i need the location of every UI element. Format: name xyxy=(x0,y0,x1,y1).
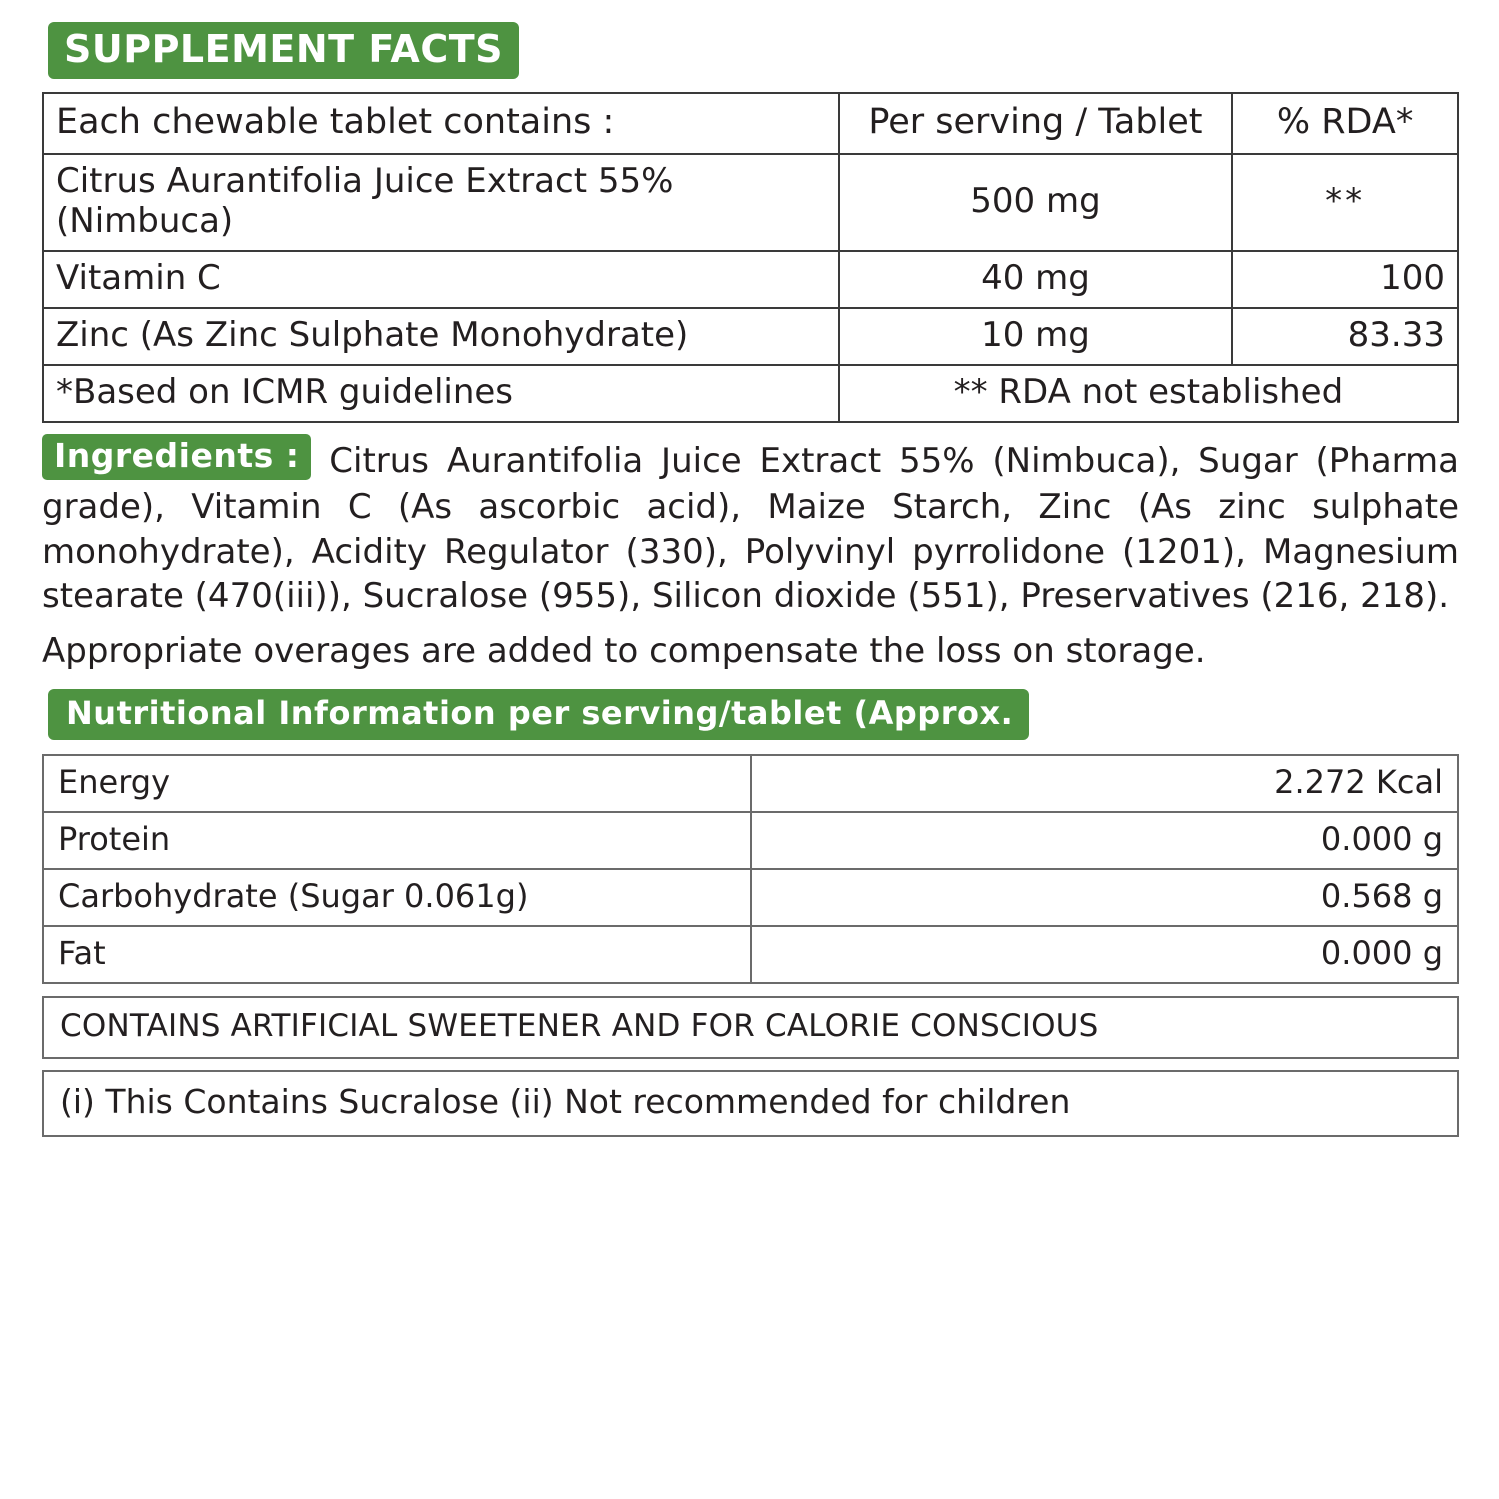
table-row xyxy=(43,812,1458,869)
nutri-value-fat: 0.000 g xyxy=(751,926,1459,983)
nutritional-heading-row xyxy=(42,689,1459,740)
table-row xyxy=(43,926,1458,983)
table-header-row xyxy=(43,93,1458,154)
nutri-value-carbohydrate: 0.568 g xyxy=(751,869,1459,926)
table-row xyxy=(43,755,1458,812)
table-row xyxy=(43,869,1458,926)
nutri-value-energy: 2.272 Kcal xyxy=(751,755,1459,812)
row-rda-citrus: ** xyxy=(1232,154,1458,251)
ingredients-label: Ingredients : xyxy=(42,434,311,480)
row-name-citrus-line1: Citrus Aurantifolia Juice Extract 55% xyxy=(56,161,674,201)
table-row xyxy=(43,251,1458,308)
ingredients-section xyxy=(42,436,1459,619)
header-cell-rda: % RDA* xyxy=(1232,93,1458,154)
nutritional-information-table xyxy=(42,754,1459,984)
nutri-label-fat: Fat xyxy=(43,926,751,983)
nutritional-information-heading: Nutritional Information per serving/tablet (Approx. xyxy=(48,689,1029,740)
row-serving-zinc: 10 mg xyxy=(839,308,1232,365)
header-cell-serving: Per serving / Tablet xyxy=(839,93,1232,154)
supplement-facts-heading-row xyxy=(42,22,1459,79)
row-name-citrus xyxy=(43,154,839,251)
nutri-label-protein: Protein xyxy=(43,812,751,869)
header-cell-name: Each chewable tablet contains : xyxy=(43,93,839,154)
nutri-label-carbohydrate: Carbohydrate (Sugar 0.061g) xyxy=(43,869,751,926)
overages-note: Appropriate overages are added to compensate the loss on storage. xyxy=(42,630,1206,671)
row-serving-citrus: 500 mg xyxy=(839,154,1232,251)
footnote-icmr: *Based on ICMR guidelines xyxy=(43,365,839,422)
ingredients-text: Citrus Aurantifolia Juice Extract 55% (Nimbuca), Sugar (Pharma grade), Vitamin C (As ascorbic acid), Maize Starch, Zinc (As zinc sulphate monohydrate), Acidity Regulator (330), Polyvinyl pyrrolidone (1201), Magnesium stearate (470(iii)), Sucralose (955), Silicon dioxide (551), Preservatives (216, 218). xyxy=(42,441,1459,617)
supplement-facts-heading: SUPPLEMENT FACTS xyxy=(48,22,519,79)
table-footnote-row xyxy=(43,365,1458,422)
row-name-vitamin-c: Vitamin C xyxy=(43,251,839,308)
sweetener-note: CONTAINS ARTIFICIAL SWEETENER AND FOR CALORIE CONSCIOUS xyxy=(42,996,1459,1059)
nutri-value-protein: 0.000 g xyxy=(751,812,1459,869)
row-serving-vitamin-c: 40 mg xyxy=(839,251,1232,308)
supplement-facts-table xyxy=(42,92,1459,423)
table-row xyxy=(43,308,1458,365)
row-rda-zinc: 83.33 xyxy=(1232,308,1458,365)
row-name-citrus-line2: (Nimbuca) xyxy=(56,201,234,242)
table-row xyxy=(43,154,1458,251)
footnote-rda: ** RDA not established xyxy=(839,365,1458,422)
row-name-zinc: Zinc (As Zinc Sulphate Monohydrate) xyxy=(43,308,839,365)
children-note: (i) This Contains Sucralose (ii) Not recommended for children xyxy=(42,1070,1459,1137)
nutri-label-energy: Energy xyxy=(43,755,751,812)
row-rda-vitamin-c: 100 xyxy=(1232,251,1458,308)
